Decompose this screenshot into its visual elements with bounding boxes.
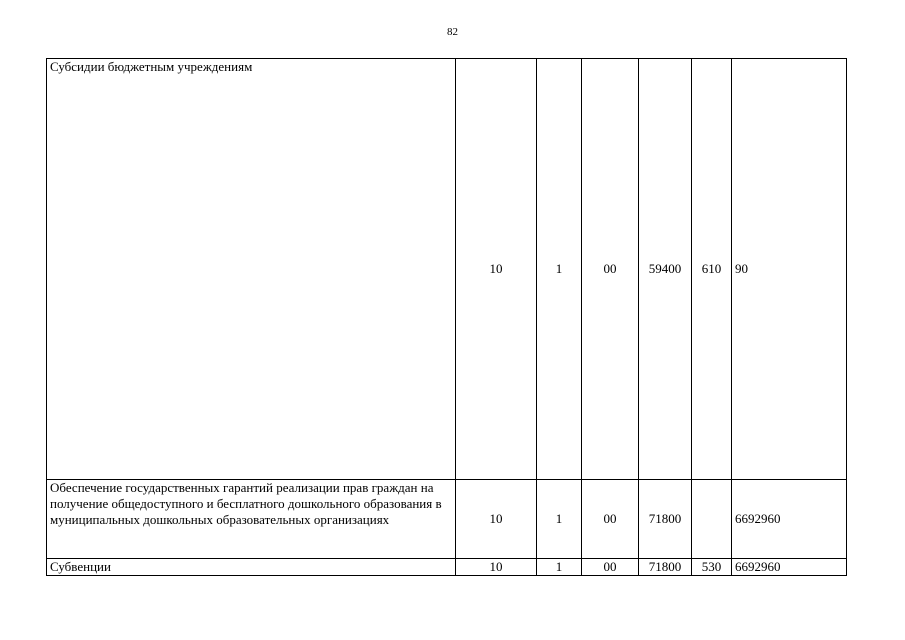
cell-section: 10 [456, 480, 537, 559]
budget-table [46, 58, 847, 576]
row-description: Обеспечение государственных гарантий реализации прав граждан на получение общедоступного и бесплатного дошкольного образования в муниципальных дошкольных образовательных организациях [47, 480, 456, 559]
page-number: 82 [447, 26, 458, 38]
cell-target-article: 71800 [639, 480, 692, 559]
cell-program: 1 [537, 59, 582, 480]
row-description: Субсидии бюджетным учреждениям [47, 59, 456, 480]
cell-target-article: 59400 [639, 59, 692, 480]
table-row [47, 559, 847, 576]
cell-program: 1 [537, 559, 582, 576]
cell-expense-type [692, 480, 732, 559]
cell-amount: 6692960 [732, 559, 847, 576]
cell-section: 10 [456, 59, 537, 480]
cell-target-article: 71800 [639, 559, 692, 576]
table-row [47, 480, 847, 559]
table-row [47, 59, 847, 480]
cell-expense-type: 610 [692, 59, 732, 480]
cell-subprogram: 00 [582, 59, 639, 480]
row-description: Субвенции [47, 559, 456, 576]
cell-expense-type: 530 [692, 559, 732, 576]
cell-program: 1 [537, 480, 582, 559]
cell-amount: 6692960 [732, 480, 847, 559]
cell-amount: 90 [732, 59, 847, 480]
cell-section: 10 [456, 559, 537, 576]
cell-subprogram: 00 [582, 480, 639, 559]
cell-subprogram: 00 [582, 559, 639, 576]
